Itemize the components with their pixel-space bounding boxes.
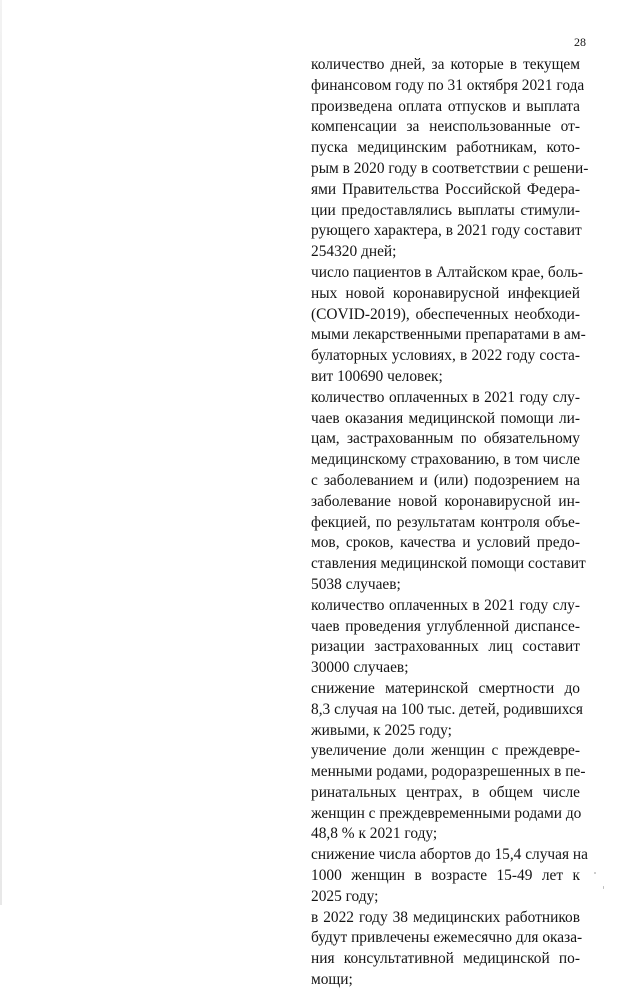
text-line: будут привлечены ежемесячно для оказа-: [311, 929, 583, 947]
text-line: количество оплаченных в 2021 году слу-: [311, 388, 580, 406]
paragraph: [311, 55, 589, 263]
text-line: мощи;: [311, 971, 353, 989]
text-line: мов, сроков, качества и условий предо-: [311, 534, 580, 552]
paragraph: [311, 845, 588, 907]
text-line: снижение материнской смертности до: [311, 679, 580, 697]
text-line: 48,8 % к 2021 году;: [311, 825, 438, 843]
text-line: чаев оказания медицинской помощи ли-: [311, 409, 580, 427]
paragraph: [311, 596, 580, 679]
text-line: вит 100690 человек;: [311, 367, 443, 385]
text-line: менными родами, родоразрешенных в пе-: [311, 763, 586, 781]
scan-left-edge: [0, 0, 2, 905]
text-line: заболевание новой коронавирусной ин-: [311, 492, 580, 510]
text-line: рующего характера, в 2021 году составит: [311, 222, 582, 240]
text-line: рым в 2020 году в соответствии с решени-: [311, 159, 589, 177]
text-line: 30000 случаев;: [311, 659, 409, 677]
text-line: 2025 году;: [311, 887, 379, 905]
text-line: количество оплаченных в 2021 году слу-: [311, 596, 580, 614]
text-line: с заболеванием и (или) подозрением на: [311, 471, 580, 489]
text-line: 8,3 случая на 100 тыс. детей, родившихся: [311, 700, 583, 718]
text-line: булаторных условиях, в 2022 году соста-: [311, 347, 580, 365]
text-line: 5038 случаев;: [311, 575, 401, 593]
text-line: цам, застрахованным по обязательному: [311, 430, 580, 448]
text-line: компенсации за неиспользованные от-: [311, 118, 580, 136]
paragraph: [311, 388, 586, 596]
text-line: число пациентов в Алтайском крае, боль-: [311, 263, 584, 281]
page-number: 28: [574, 35, 586, 49]
paragraph: [311, 679, 583, 741]
text-line: количество дней, за которые в текущем: [311, 56, 580, 73]
text-line: пуска медицинским работникам, кото-: [311, 139, 580, 157]
text-line: медицинскому страхованию, в том числе: [311, 451, 580, 469]
text-line: финансовом году по 31 октября 2021 года: [311, 76, 585, 94]
text-line: живыми, к 2025 году;: [311, 721, 452, 739]
paragraph: [311, 263, 586, 388]
document-body: [311, 55, 589, 991]
text-line: ции предоставлялись выплаты стимули-: [311, 201, 580, 219]
paragraph: [311, 741, 586, 845]
scan-speck: [603, 886, 604, 889]
text-line: фекцией, по результатам контроля объе-: [311, 513, 580, 531]
text-line: чаев проведения углубленной диспансе-: [311, 617, 580, 635]
text-line: увеличение доли женщин с преждевре-: [311, 742, 580, 760]
text-line: произведена оплата отпусков и выплата: [311, 97, 580, 115]
text-line: (COVID-2019), обеспеченных необходи-: [311, 305, 580, 323]
text-line: 1000 женщин в возрасте 15-49 лет к: [311, 867, 580, 885]
text-line: женщин с преждевременными родами до: [311, 804, 582, 822]
text-line: ния консультативной медицинской по-: [311, 950, 580, 968]
text-line: ных новой коронавирусной инфекцией: [311, 284, 580, 302]
text-line: снижение числа абортов до 15,4 случая на: [311, 846, 588, 864]
text-line: ринатальных центрах, в общем числе: [311, 783, 580, 801]
text-line: ризации застрахованных лиц составит: [311, 638, 580, 656]
text-line: ставления медицинской помощи составит: [311, 555, 586, 573]
text-line: 254320 дней;: [311, 243, 397, 261]
scan-speck: [594, 872, 596, 874]
text-line: мыми лекарственными препаратами в ам-: [311, 326, 586, 344]
text-line: ями Правительства Российской Федера-: [311, 180, 580, 198]
text-line: в 2022 году 38 медицинских работников: [311, 908, 580, 926]
paragraph: [311, 908, 583, 991]
